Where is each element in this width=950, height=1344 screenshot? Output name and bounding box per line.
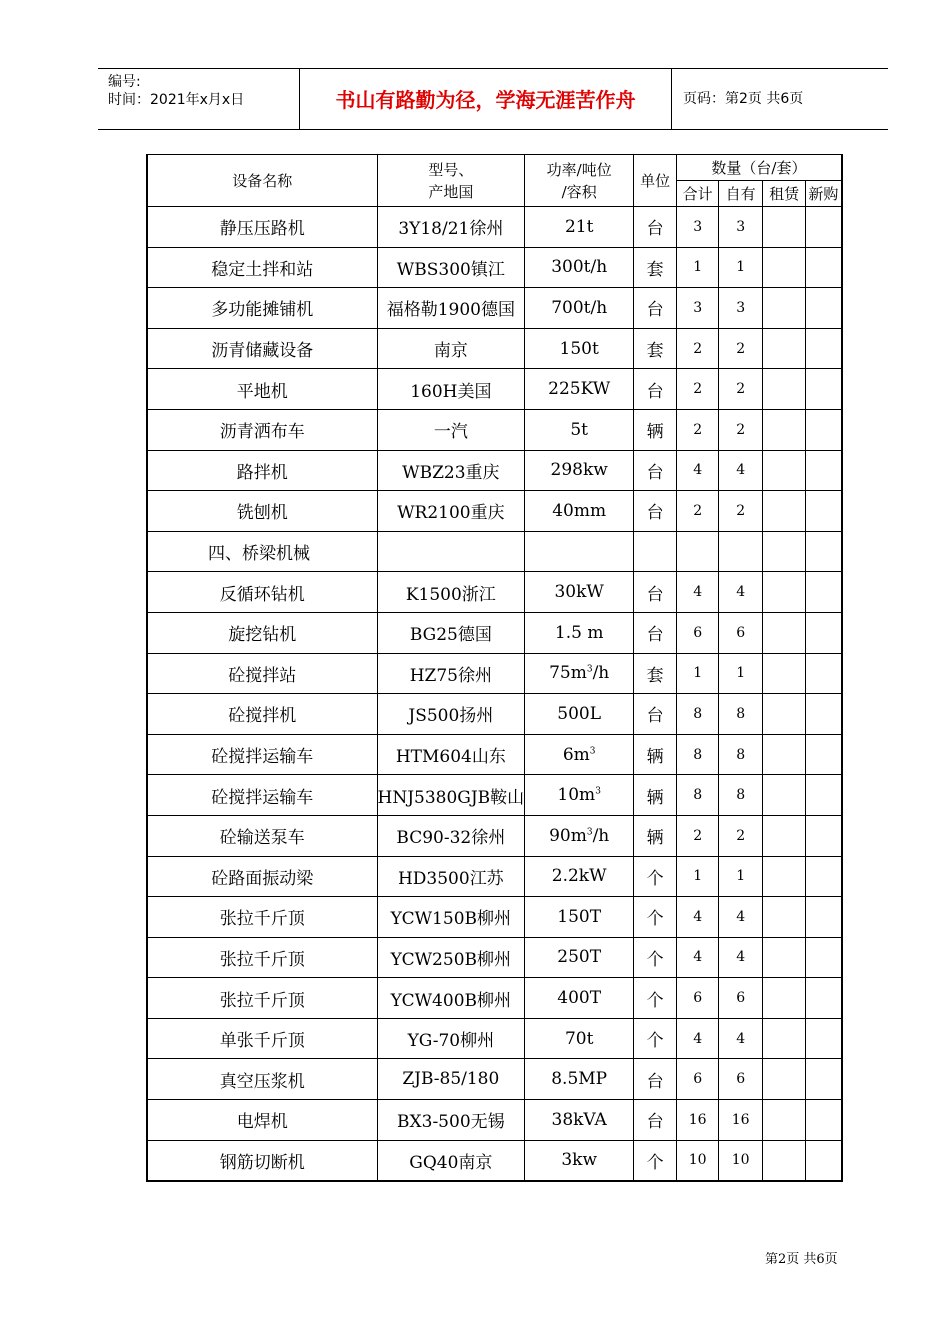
header-quantity: 数量（台/套） bbox=[677, 155, 842, 181]
cell-lease bbox=[763, 369, 806, 410]
cell-total: 1 bbox=[677, 247, 719, 288]
cell-name: 稳定土拌和站 bbox=[147, 247, 377, 288]
header-own: 自有 bbox=[719, 181, 763, 207]
power-suffix: /h bbox=[592, 663, 610, 684]
cell-model: HD3500江苏 bbox=[377, 856, 525, 897]
cell-own: 4 bbox=[719, 937, 763, 978]
table-row bbox=[147, 815, 842, 856]
cell-power: 150T bbox=[525, 897, 634, 938]
cell-model: HNJ5380GJB鞍山 bbox=[377, 775, 525, 816]
cell-power: 8.5MP bbox=[525, 1059, 634, 1100]
table-row bbox=[147, 1100, 842, 1141]
header-power-line1: 功率/吨位 bbox=[546, 160, 612, 179]
cell-lease bbox=[763, 897, 806, 938]
header-name: 设备名称 bbox=[147, 155, 377, 207]
cell-model: GQ40南京 bbox=[377, 1140, 525, 1181]
cell-power: 300t/h bbox=[525, 247, 634, 288]
cell-new bbox=[806, 978, 842, 1019]
cell-lease bbox=[763, 491, 806, 532]
cell-own: 6 bbox=[719, 978, 763, 1019]
cell-power: 1.5 m bbox=[525, 612, 634, 653]
cell-model: BX3-500无锡 bbox=[377, 1100, 525, 1141]
cell-own: 6 bbox=[719, 612, 763, 653]
cell-lease bbox=[763, 247, 806, 288]
cell-power: 150t bbox=[525, 328, 634, 369]
cell-unit: 辆 bbox=[634, 734, 677, 775]
cell-power: 30kW bbox=[525, 572, 634, 613]
cell-new bbox=[806, 937, 842, 978]
cell-power bbox=[525, 815, 634, 856]
cell-model: 一汽 bbox=[377, 409, 525, 450]
cell-new bbox=[806, 815, 842, 856]
cell-unit: 台 bbox=[634, 450, 677, 491]
cell-total: 16 bbox=[677, 1100, 719, 1141]
cell-power: 5t bbox=[525, 409, 634, 450]
cell-unit: 台 bbox=[634, 288, 677, 329]
cell-lease bbox=[763, 409, 806, 450]
cell-model: K1500浙江 bbox=[377, 572, 525, 613]
cell-unit: 套 bbox=[634, 653, 677, 694]
cell-unit: 台 bbox=[634, 491, 677, 532]
cell-name: 反循环钻机 bbox=[147, 572, 377, 613]
cell-total: 6 bbox=[677, 612, 719, 653]
cell-power bbox=[525, 531, 634, 572]
cell-power: 298kw bbox=[525, 450, 634, 491]
cell-new bbox=[806, 409, 842, 450]
cell-name: 真空压浆机 bbox=[147, 1059, 377, 1100]
table-row bbox=[147, 978, 842, 1019]
cell-model: YG-70柳州 bbox=[377, 1018, 525, 1059]
cell-power: 70t bbox=[525, 1018, 634, 1059]
power-superscript: 3 bbox=[595, 786, 601, 797]
cell-power bbox=[525, 775, 634, 816]
header-motto: 书山有路勤为径，学海无涯苦作舟 bbox=[335, 88, 636, 112]
cell-new bbox=[806, 653, 842, 694]
header-power bbox=[525, 155, 634, 207]
table-row bbox=[147, 491, 842, 532]
cell-total: 6 bbox=[677, 978, 719, 1019]
cell-lease bbox=[763, 572, 806, 613]
table-row bbox=[147, 612, 842, 653]
table-row bbox=[147, 328, 842, 369]
table-row bbox=[147, 409, 842, 450]
cell-new bbox=[806, 328, 842, 369]
cell-own: 1 bbox=[719, 247, 763, 288]
header-lease: 租赁 bbox=[763, 181, 806, 207]
header-power-line2: /容积 bbox=[561, 182, 597, 201]
table-row bbox=[147, 288, 842, 329]
cell-own: 1 bbox=[719, 653, 763, 694]
cell-lease bbox=[763, 653, 806, 694]
cell-power: 21t bbox=[525, 207, 634, 248]
cell-unit: 套 bbox=[634, 328, 677, 369]
header-new: 新购 bbox=[806, 181, 842, 207]
cell-unit: 个 bbox=[634, 1018, 677, 1059]
cell-power: 40mm bbox=[525, 491, 634, 532]
power-value: 75m bbox=[549, 663, 587, 684]
table-row bbox=[147, 937, 842, 978]
table-row bbox=[147, 531, 842, 572]
cell-name: 铣刨机 bbox=[147, 491, 377, 532]
cell-unit: 台 bbox=[634, 694, 677, 735]
cell-lease bbox=[763, 978, 806, 1019]
cell-name: 砼搅拌机 bbox=[147, 694, 377, 735]
cell-power: 500L bbox=[525, 694, 634, 735]
cell-power: 38kVA bbox=[525, 1100, 634, 1141]
cell-own: 2 bbox=[719, 815, 763, 856]
cell-total: 4 bbox=[677, 1018, 719, 1059]
cell-lease bbox=[763, 775, 806, 816]
cell-total: 2 bbox=[677, 328, 719, 369]
cell-new bbox=[806, 694, 842, 735]
cell-name: 砼搅拌运输车 bbox=[147, 734, 377, 775]
cell-new bbox=[806, 856, 842, 897]
power-suffix: /h bbox=[592, 825, 610, 846]
cell-model: 160H美国 bbox=[377, 369, 525, 410]
cell-total: 4 bbox=[677, 937, 719, 978]
cell-new bbox=[806, 247, 842, 288]
cell-lease bbox=[763, 734, 806, 775]
cell-name: 四、桥梁机械 bbox=[147, 531, 377, 572]
cell-new bbox=[806, 897, 842, 938]
table-row bbox=[147, 572, 842, 613]
cell-own: 8 bbox=[719, 694, 763, 735]
cell-new bbox=[806, 612, 842, 653]
cell-name: 多功能摊铺机 bbox=[147, 288, 377, 329]
cell-lease bbox=[763, 856, 806, 897]
doc-number-label: 编号: bbox=[108, 74, 141, 90]
cell-new bbox=[806, 1059, 842, 1100]
cell-total: 4 bbox=[677, 572, 719, 613]
cell-lease bbox=[763, 328, 806, 369]
table-row bbox=[147, 775, 842, 816]
header-unit: 单位 bbox=[634, 155, 677, 207]
cell-own: 4 bbox=[719, 1018, 763, 1059]
cell-own: 8 bbox=[719, 734, 763, 775]
cell-name: 张拉千斤顶 bbox=[147, 897, 377, 938]
cell-power: 3kw bbox=[525, 1140, 634, 1181]
table-row bbox=[147, 653, 842, 694]
cell-unit bbox=[634, 531, 677, 572]
table-row bbox=[147, 1140, 842, 1181]
page-header bbox=[98, 68, 888, 130]
cell-total: 4 bbox=[677, 897, 719, 938]
cell-new bbox=[806, 775, 842, 816]
cell-total: 2 bbox=[677, 409, 719, 450]
cell-total: 8 bbox=[677, 694, 719, 735]
cell-model: YCW400B柳州 bbox=[377, 978, 525, 1019]
cell-lease bbox=[763, 288, 806, 329]
cell-unit: 辆 bbox=[634, 409, 677, 450]
cell-power: 2.2kW bbox=[525, 856, 634, 897]
cell-unit: 辆 bbox=[634, 815, 677, 856]
cell-name: 张拉千斤顶 bbox=[147, 978, 377, 1019]
cell-model: WBZ23重庆 bbox=[377, 450, 525, 491]
cell-own: 1 bbox=[719, 856, 763, 897]
cell-own: 4 bbox=[719, 572, 763, 613]
power-value: 90m bbox=[549, 825, 587, 846]
cell-total: 8 bbox=[677, 734, 719, 775]
cell-lease bbox=[763, 694, 806, 735]
cell-lease bbox=[763, 207, 806, 248]
cell-new bbox=[806, 491, 842, 532]
table-row bbox=[147, 856, 842, 897]
cell-model: YCW250B柳州 bbox=[377, 937, 525, 978]
cell-lease bbox=[763, 815, 806, 856]
cell-model: ZJB-85/180 bbox=[377, 1059, 525, 1100]
cell-name: 平地机 bbox=[147, 369, 377, 410]
cell-model: BC90-32徐州 bbox=[377, 815, 525, 856]
doc-time-label: 时间：2021年x月x日 bbox=[108, 92, 245, 108]
cell-lease bbox=[763, 1018, 806, 1059]
cell-name: 静压压路机 bbox=[147, 207, 377, 248]
cell-power bbox=[525, 734, 634, 775]
cell-lease bbox=[763, 937, 806, 978]
cell-name: 沥青洒布车 bbox=[147, 409, 377, 450]
cell-lease bbox=[763, 1140, 806, 1181]
cell-unit: 台 bbox=[634, 1100, 677, 1141]
cell-model: JS500扬州 bbox=[377, 694, 525, 735]
cell-name: 张拉千斤顶 bbox=[147, 937, 377, 978]
page-footer: 第2页 共6页 bbox=[765, 1252, 838, 1267]
cell-own: 8 bbox=[719, 775, 763, 816]
cell-unit: 套 bbox=[634, 247, 677, 288]
header-total: 合计 bbox=[677, 181, 719, 207]
cell-unit: 辆 bbox=[634, 775, 677, 816]
cell-model: 3Y18/21徐州 bbox=[377, 207, 525, 248]
header-model-line1: 型号、 bbox=[428, 160, 474, 179]
cell-own: 4 bbox=[719, 450, 763, 491]
cell-own: 2 bbox=[719, 369, 763, 410]
cell-name: 砼路面振动梁 bbox=[147, 856, 377, 897]
cell-own: 2 bbox=[719, 409, 763, 450]
cell-name: 电焊机 bbox=[147, 1100, 377, 1141]
cell-name: 旋挖钻机 bbox=[147, 612, 377, 653]
cell-own: 3 bbox=[719, 207, 763, 248]
power-value: 6m bbox=[562, 744, 590, 765]
cell-own: 2 bbox=[719, 328, 763, 369]
header-page-info: 页码：第2页 共6页 bbox=[683, 91, 804, 107]
cell-model: YCW150B柳州 bbox=[377, 897, 525, 938]
table-row bbox=[147, 694, 842, 735]
cell-model: WBS300镇江 bbox=[377, 247, 525, 288]
cell-own: 10 bbox=[719, 1140, 763, 1181]
cell-name: 砼搅拌运输车 bbox=[147, 775, 377, 816]
cell-unit: 个 bbox=[634, 937, 677, 978]
power-superscript: 3 bbox=[589, 745, 596, 756]
cell-name: 砼输送泵车 bbox=[147, 815, 377, 856]
cell-total: 8 bbox=[677, 775, 719, 816]
table-row bbox=[147, 897, 842, 938]
cell-name: 路拌机 bbox=[147, 450, 377, 491]
cell-model: 福格勒1900德国 bbox=[377, 288, 525, 329]
cell-new bbox=[806, 1100, 842, 1141]
table-header-row bbox=[147, 155, 842, 181]
cell-total: 10 bbox=[677, 1140, 719, 1181]
table-row bbox=[147, 734, 842, 775]
power-superscript: 3 bbox=[586, 664, 593, 675]
cell-new bbox=[806, 531, 842, 572]
cell-own bbox=[719, 531, 763, 572]
cell-new bbox=[806, 572, 842, 613]
cell-total: 2 bbox=[677, 815, 719, 856]
cell-power: 400T bbox=[525, 978, 634, 1019]
cell-new bbox=[806, 369, 842, 410]
cell-lease bbox=[763, 612, 806, 653]
cell-total: 3 bbox=[677, 207, 719, 248]
table-row bbox=[147, 1018, 842, 1059]
cell-own: 16 bbox=[719, 1100, 763, 1141]
table-row bbox=[147, 369, 842, 410]
header-model-line2: 产地国 bbox=[428, 182, 474, 201]
equipment-table bbox=[146, 154, 843, 1182]
cell-new bbox=[806, 1140, 842, 1181]
table-row bbox=[147, 1059, 842, 1100]
cell-model: HZ75徐州 bbox=[377, 653, 525, 694]
header-divider bbox=[671, 69, 672, 129]
cell-unit: 个 bbox=[634, 856, 677, 897]
cell-total: 1 bbox=[677, 856, 719, 897]
cell-lease bbox=[763, 1059, 806, 1100]
table-row bbox=[147, 450, 842, 491]
cell-power: 700t/h bbox=[525, 288, 634, 329]
cell-lease bbox=[763, 1100, 806, 1141]
cell-total: 2 bbox=[677, 491, 719, 532]
cell-power: 250T bbox=[525, 937, 634, 978]
cell-model: 南京 bbox=[377, 328, 525, 369]
cell-unit: 台 bbox=[634, 369, 677, 410]
cell-total: 1 bbox=[677, 653, 719, 694]
header-model bbox=[377, 155, 525, 207]
cell-lease bbox=[763, 531, 806, 572]
cell-unit: 台 bbox=[634, 207, 677, 248]
table-row bbox=[147, 247, 842, 288]
cell-total: 2 bbox=[677, 369, 719, 410]
cell-power: 225KW bbox=[525, 369, 634, 410]
cell-new bbox=[806, 207, 842, 248]
cell-unit: 个 bbox=[634, 1140, 677, 1181]
cell-total: 4 bbox=[677, 450, 719, 491]
power-value: 10m bbox=[557, 785, 596, 806]
cell-total bbox=[677, 531, 719, 572]
cell-name: 单张千斤顶 bbox=[147, 1018, 377, 1059]
cell-own: 4 bbox=[719, 897, 763, 938]
cell-model: BG25德国 bbox=[377, 612, 525, 653]
cell-name: 砼搅拌站 bbox=[147, 653, 377, 694]
table-row bbox=[147, 207, 842, 248]
cell-unit: 个 bbox=[634, 978, 677, 1019]
cell-own: 3 bbox=[719, 288, 763, 329]
power-superscript: 3 bbox=[586, 827, 593, 838]
cell-total: 6 bbox=[677, 1059, 719, 1100]
cell-new bbox=[806, 288, 842, 329]
cell-own: 2 bbox=[719, 491, 763, 532]
cell-total: 3 bbox=[677, 288, 719, 329]
cell-unit: 个 bbox=[634, 897, 677, 938]
cell-model: WR2100重庆 bbox=[377, 491, 525, 532]
cell-new bbox=[806, 734, 842, 775]
cell-power bbox=[525, 653, 634, 694]
cell-own: 6 bbox=[719, 1059, 763, 1100]
cell-lease bbox=[763, 450, 806, 491]
cell-model: HTM604山东 bbox=[377, 734, 525, 775]
cell-unit: 台 bbox=[634, 1059, 677, 1100]
cell-new bbox=[806, 1018, 842, 1059]
cell-unit: 台 bbox=[634, 572, 677, 613]
cell-name: 钢筋切断机 bbox=[147, 1140, 377, 1181]
cell-name: 沥青储藏设备 bbox=[147, 328, 377, 369]
cell-new bbox=[806, 450, 842, 491]
cell-unit: 台 bbox=[634, 612, 677, 653]
cell-model bbox=[377, 531, 525, 572]
